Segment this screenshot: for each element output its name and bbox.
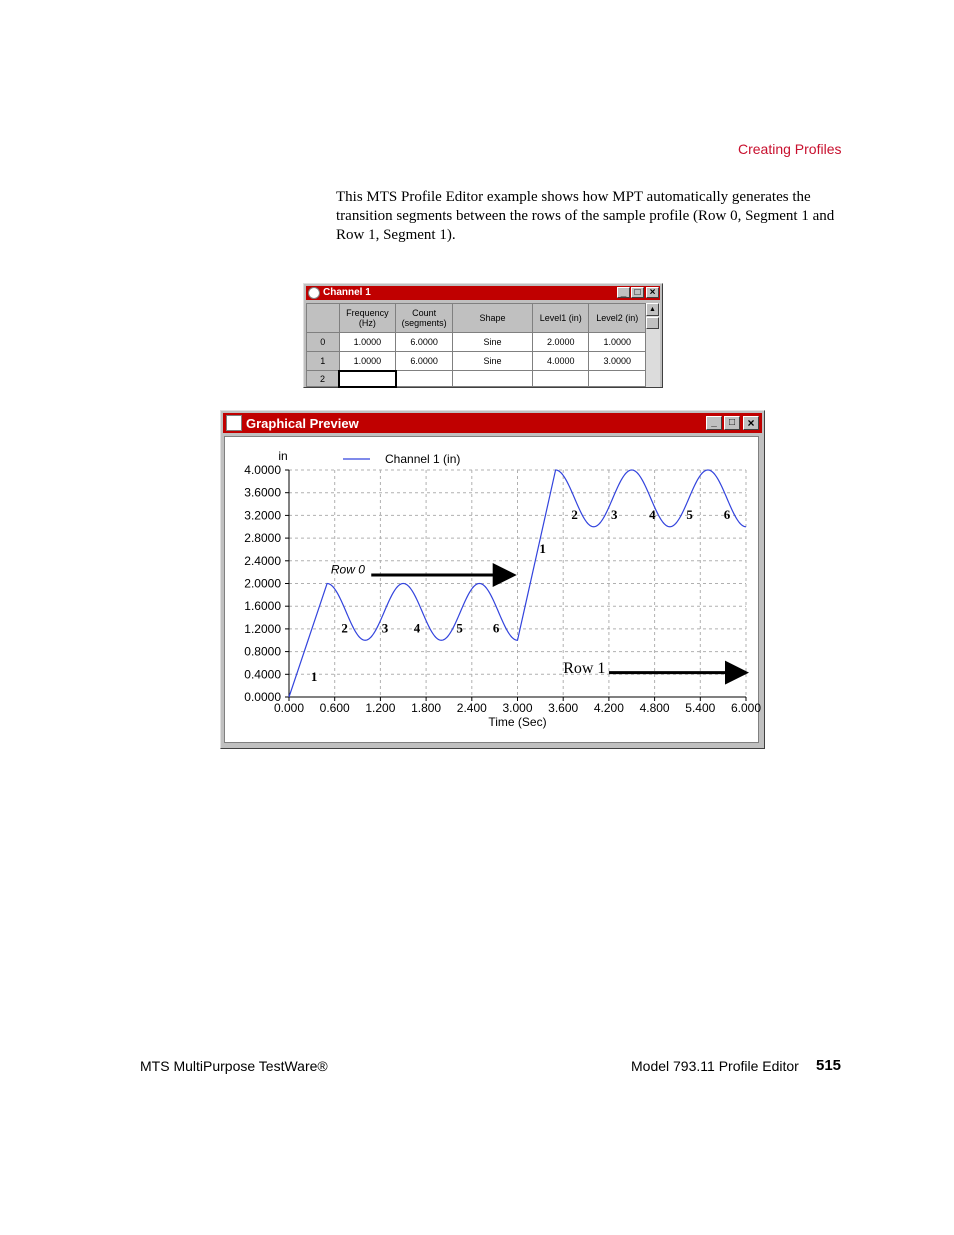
preview-titlebar <box>223 413 762 433</box>
y-tick-label: 3.2000 <box>244 508 281 523</box>
section-title: Creating Profiles <box>738 141 842 157</box>
segment-label: 3 <box>381 620 389 636</box>
cell-count[interactable]: 6.0000 <box>396 333 453 352</box>
segment-label: 6 <box>723 506 731 522</box>
cell-count[interactable] <box>396 371 453 387</box>
channel-window-title: Channel 1 <box>323 287 371 298</box>
column-header-level2[interactable]: Level2 (in) <box>589 304 646 333</box>
footer-manual-title: Model 793.11 Profile Editor <box>631 1058 799 1074</box>
footer-product-name: MTS MultiPurpose TestWare® <box>140 1058 328 1074</box>
legend-label: Channel 1 (in) <box>385 452 461 466</box>
x-tick-label: 0.600 <box>319 701 350 715</box>
corner-cell <box>307 304 340 333</box>
intro-paragraph: This MTS Profile Editor example shows how MPT automatically generates the transition segments between the rows of the sample profile (Row 0, Segment 1 and Row 1, Segment 1). <box>336 189 835 243</box>
column-header-shape[interactable]: Shape <box>453 304 533 333</box>
x-tick-label: 6.000 <box>730 701 762 715</box>
x-tick-label: 1.800 <box>411 701 442 715</box>
cell-frequency[interactable]: 1.0000 <box>339 333 396 352</box>
chart-svg <box>225 437 762 742</box>
cell-level1[interactable] <box>533 371 589 387</box>
cell-frequency[interactable] <box>339 371 396 387</box>
cell-level1[interactable]: 2.0000 <box>533 333 589 352</box>
y-tick-label: 2.4000 <box>244 553 281 568</box>
x-tick-label: 0.000 <box>273 701 305 715</box>
row-header[interactable]: 2 <box>307 371 340 387</box>
table-row <box>307 371 646 387</box>
row-header[interactable]: 1 <box>307 352 340 371</box>
segment-label: 6 <box>492 620 500 636</box>
segment-label: 5 <box>686 506 693 522</box>
x-tick-label: 4.800 <box>639 701 670 715</box>
cell-shape[interactable]: Sine <box>453 333 533 352</box>
channel-window <box>303 283 663 388</box>
segment-label: 5 <box>456 620 463 636</box>
y-axis-label: in <box>278 449 288 463</box>
chart-app-icon <box>226 415 242 431</box>
y-tick-label: 2.8000 <box>244 531 281 546</box>
row-header[interactable]: 0 <box>307 333 340 352</box>
segment-label: 1 <box>539 540 546 556</box>
y-tick-label: 0.8000 <box>244 644 281 659</box>
y-tick-label: 1.2000 <box>244 621 281 636</box>
cell-count[interactable]: 6.0000 <box>396 352 453 371</box>
cell-shape[interactable] <box>453 371 533 387</box>
preview-window <box>220 410 765 749</box>
minimize-icon[interactable]: _ <box>706 416 722 430</box>
close-icon[interactable]: × <box>646 287 659 298</box>
column-header-count[interactable]: Count (segments) <box>396 304 453 333</box>
cell-level1[interactable]: 4.0000 <box>533 352 589 371</box>
x-tick-label: 3.600 <box>548 701 579 715</box>
x-tick-label: 3.000 <box>502 701 533 715</box>
channel-titlebar <box>306 286 660 300</box>
close-icon[interactable]: × <box>743 416 759 430</box>
y-tick-label: 0.4000 <box>244 667 281 682</box>
x-axis-label: Time (Sec) <box>488 715 547 729</box>
maximize-icon[interactable]: □ <box>631 287 644 298</box>
page-number: 515 <box>816 1057 842 1074</box>
y-tick-label: 4.0000 <box>244 463 281 477</box>
x-tick-label: 5.400 <box>685 701 716 715</box>
y-tick-label: 0.0000 <box>244 690 281 704</box>
segment-label: 1 <box>310 669 318 685</box>
x-tick-label: 2.400 <box>456 701 487 715</box>
y-tick-label: 2.0000 <box>244 576 281 591</box>
maximize-icon[interactable]: □ <box>724 416 740 430</box>
cell-shape[interactable]: Sine <box>453 352 533 371</box>
cell-level2[interactable]: 3.0000 <box>589 352 646 371</box>
column-header-frequency[interactable]: Frequency (Hz) <box>339 304 396 333</box>
table-row <box>307 333 646 352</box>
x-tick-label: 1.200 <box>365 701 396 715</box>
row-arrow-label: Row 1 <box>563 660 606 678</box>
segment-label: 3 <box>610 506 618 522</box>
scroll-thumb[interactable] <box>646 317 659 329</box>
segment-label: 4 <box>649 506 656 522</box>
cell-level2[interactable]: 1.0000 <box>589 333 646 352</box>
segment-label: 2 <box>571 506 578 522</box>
vertical-scrollbar[interactable] <box>645 303 660 387</box>
scroll-up-icon[interactable]: ▲ <box>646 303 659 316</box>
channel-app-icon <box>308 287 320 299</box>
channel-grid <box>306 303 646 388</box>
cell-frequency[interactable]: 1.0000 <box>339 352 396 371</box>
row-arrow-label: Row 0 <box>330 562 365 577</box>
y-tick-label: 1.6000 <box>244 599 281 614</box>
minimize-icon[interactable]: _ <box>617 287 630 298</box>
preview-window-title: Graphical Preview <box>246 416 359 431</box>
x-tick-label: 4.200 <box>593 701 624 715</box>
column-header-level1[interactable]: Level1 (in) <box>533 304 589 333</box>
chart-area <box>224 436 762 743</box>
table-row <box>307 352 646 371</box>
cell-level2[interactable] <box>589 371 646 387</box>
segment-label: 4 <box>413 620 421 636</box>
segment-label: 2 <box>341 620 348 636</box>
y-tick-label: 3.6000 <box>244 485 281 500</box>
